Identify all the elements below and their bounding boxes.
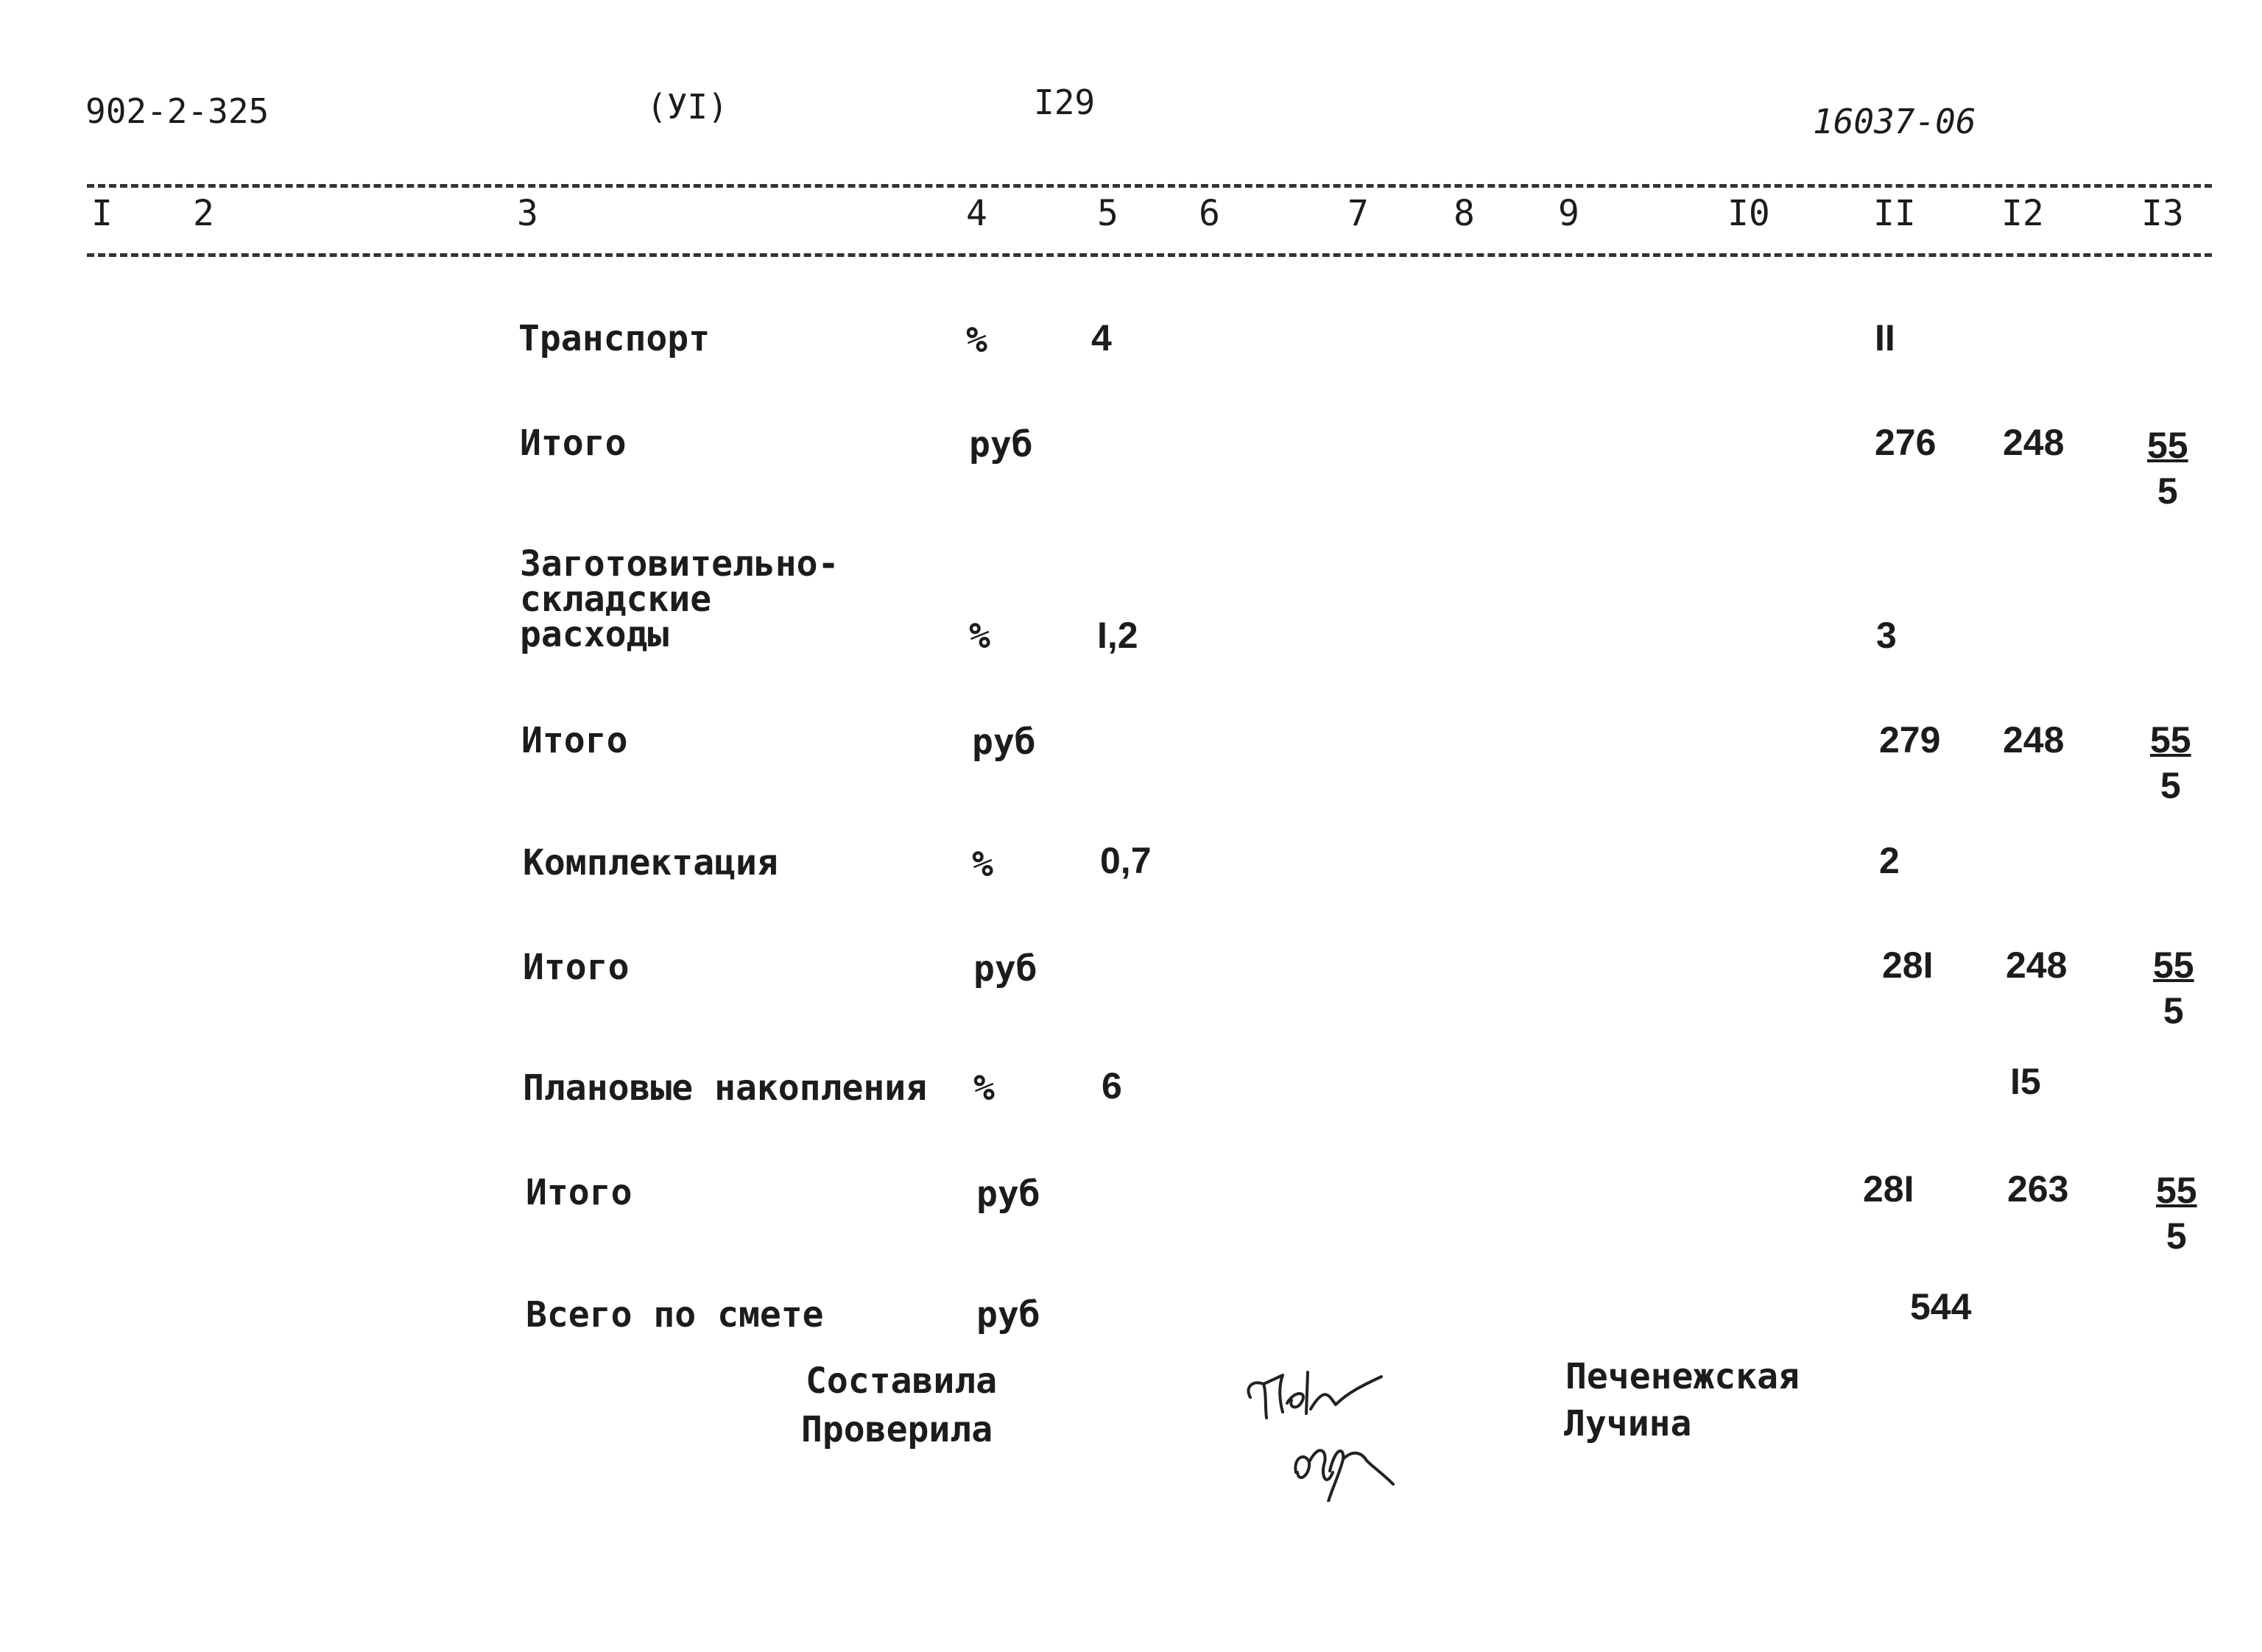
row-col13-fraction <box>2150 717 2191 808</box>
fraction-numerator: 55 <box>2150 719 2191 760</box>
row-label: Заготовительно- складские расходы <box>520 543 839 655</box>
row-unit: руб <box>976 1173 1040 1215</box>
fraction-numerator: 55 <box>2156 1170 2197 1211</box>
row-col5: 6 <box>1102 1065 1122 1106</box>
row-col12: 263 <box>2007 1168 2069 1210</box>
row-col12: 248 <box>2003 422 2065 463</box>
fraction-numerator: 55 <box>2147 425 2188 466</box>
fraction-denominator: 5 <box>2160 765 2181 806</box>
total-label: Всего по смете <box>526 1294 824 1335</box>
row-col5: 0,7 <box>1100 840 1152 881</box>
row-unit: % <box>972 844 993 885</box>
row-unit: % <box>969 615 990 657</box>
row-col12: 248 <box>2003 719 2065 760</box>
inventory-number: 16037-06 <box>1813 102 1976 141</box>
row-col11: 28I <box>1863 1168 1914 1210</box>
row-col5: I,2 <box>1097 615 1138 656</box>
col-num-9: 9 <box>1558 193 1579 234</box>
album-number: (УI) <box>646 87 728 127</box>
row-col11: 276 <box>1875 422 1937 463</box>
row-unit: руб <box>973 948 1037 989</box>
row-label: Плановые накопления <box>523 1067 928 1109</box>
col-num-5: 5 <box>1097 193 1118 234</box>
row-label: Комплектация <box>523 842 778 883</box>
col-num-7: 7 <box>1347 193 1369 234</box>
total-value: 544 <box>1910 1286 1972 1327</box>
row-col5: 4 <box>1091 317 1112 359</box>
col-num-4: 4 <box>966 193 987 234</box>
row-col13-fraction <box>2147 423 2188 514</box>
row-unit: руб <box>969 424 1033 465</box>
row-unit: % <box>966 320 987 361</box>
row-col13-fraction <box>2156 1168 2197 1259</box>
bottom-dashed-rule <box>87 253 2212 257</box>
row-col12: 248 <box>2006 945 2068 986</box>
col-num-8: 8 <box>1454 193 1475 234</box>
total-unit: руб <box>976 1294 1040 1335</box>
row-col11: 3 <box>1876 615 1897 656</box>
fraction-denominator: 5 <box>2163 990 2184 1031</box>
checked-by-label: Проверила <box>801 1409 993 1450</box>
col-num-2: 2 <box>193 193 214 234</box>
row-unit: % <box>973 1067 995 1109</box>
col-num-10: I0 <box>1727 193 1770 234</box>
row-col11: 279 <box>1879 719 1941 760</box>
row-col11: II <box>1875 317 1895 359</box>
row-unit: руб <box>972 721 1036 763</box>
col-num-13: I3 <box>2141 193 2184 234</box>
compiled-by-label: Составила <box>806 1360 998 1402</box>
row-label: Итого <box>523 947 630 988</box>
col-num-1: I <box>91 193 113 234</box>
row-label: Итого <box>520 423 627 464</box>
checked-by-name: Лучина <box>1564 1403 1692 1444</box>
compiled-by-name: Печенежская <box>1565 1356 1800 1397</box>
fraction-numerator: 55 <box>2153 945 2194 986</box>
col-num-12: I2 <box>2001 193 2044 234</box>
handwritten-signatures <box>1237 1355 1428 1502</box>
row-col11: 2 <box>1879 840 1900 881</box>
row-col11: 28I <box>1882 945 1934 986</box>
col-num-11: II <box>1873 193 1916 234</box>
row-label: Итого <box>521 720 628 761</box>
page-number: I29 <box>1034 82 1096 122</box>
row-label: Транспорт <box>518 318 711 359</box>
doc-code: 902-2-325 <box>85 91 269 131</box>
row-col12: I5 <box>2010 1061 2041 1102</box>
fraction-denominator: 5 <box>2157 470 2178 512</box>
top-dashed-rule <box>87 184 2212 188</box>
row-label: Итого <box>526 1172 633 1213</box>
col-num-3: 3 <box>517 193 538 234</box>
col-num-6: 6 <box>1199 193 1220 234</box>
row-col13-fraction <box>2153 942 2194 1034</box>
fraction-denominator: 5 <box>2166 1215 2187 1257</box>
